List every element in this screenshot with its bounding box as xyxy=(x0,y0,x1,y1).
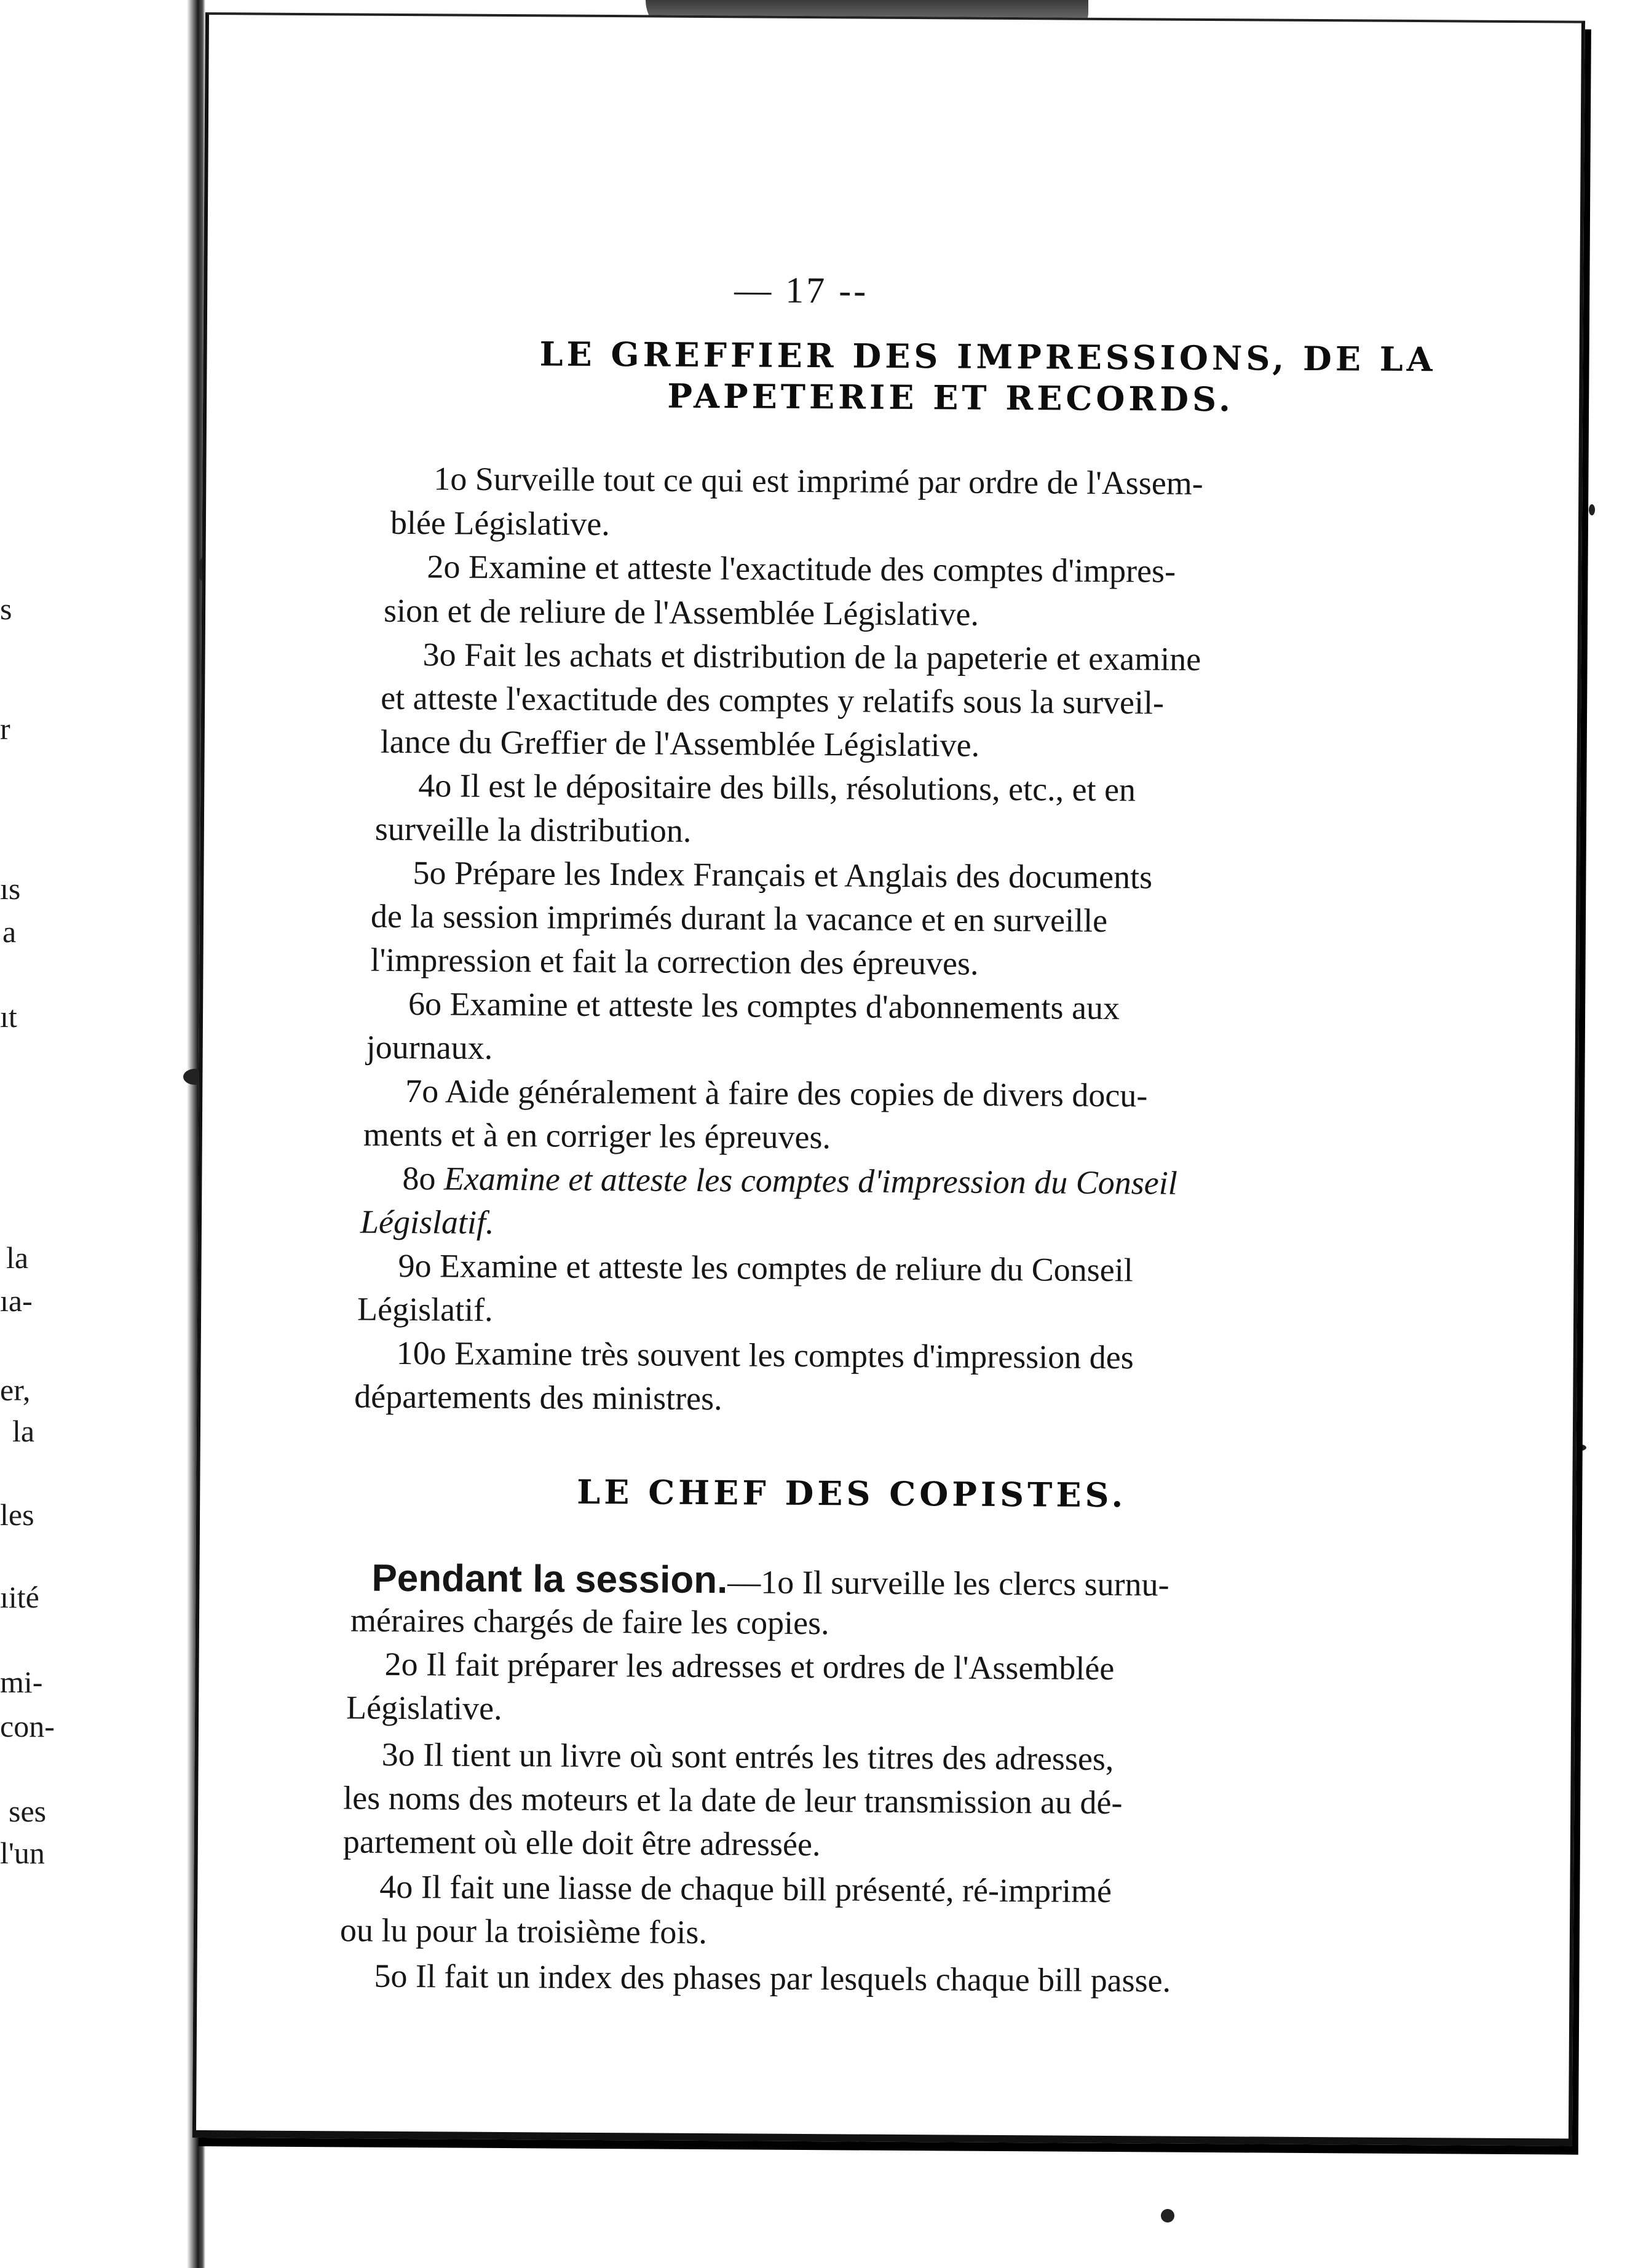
left-fragment: con- xyxy=(0,1709,55,1743)
text-line: 3o Fait les achats et distribution de la papeterie et examine xyxy=(422,636,1201,678)
left-fragment: ıa- xyxy=(0,1283,33,1318)
text-line: Législatif. xyxy=(360,1203,494,1241)
text-line: l'impression et fait la correction des épreuves. xyxy=(370,941,979,982)
left-fragment: er, xyxy=(0,1373,31,1407)
heading-line: PAPETERIE ET RECORDS. xyxy=(667,376,1235,419)
text-line: 7o Aide généralement à faire des copies de divers docu- xyxy=(405,1073,1148,1114)
text-line: 5o Il fait un index des phases par lesquels chaque bill passe. xyxy=(374,1957,1171,1999)
heading-line: LE GREFFIER DES IMPRESSIONS, DE LA xyxy=(539,334,1436,379)
section-heading-copistes: LE CHEF DES COPISTES. xyxy=(577,1472,1127,1515)
page-number: — 17 -- xyxy=(734,269,869,311)
text-line xyxy=(402,1159,1177,1202)
text-line: 2o Il fait préparer les adresses et ordres de l'Assemblée xyxy=(384,1645,1115,1687)
left-fragment: la xyxy=(6,1240,29,1275)
ink-speck xyxy=(1161,2209,1174,2222)
text-line: méraires chargés de faire les copies. xyxy=(350,1601,829,1642)
text-line: Législative. xyxy=(346,1689,502,1727)
text-line: 10o Examine très souvent les comptes d'impression des xyxy=(396,1334,1134,1376)
text-line: de la session imprimés durant la vacance et en surveille xyxy=(370,897,1108,939)
text-line: 3o Il tient un livre où sont entrés les titres des adresses, xyxy=(381,1735,1114,1778)
text-line: ou lu pour la troisième fois. xyxy=(339,1911,708,1951)
left-fragment: ıs xyxy=(0,871,21,906)
text-line: Législatif. xyxy=(357,1290,493,1328)
left-fragment: ıité xyxy=(0,1580,39,1614)
text-line: sion et de reliure de l'Assemblée Législative. xyxy=(383,592,979,633)
italic-text: Examine et atteste les comptes d'impression du Conseil xyxy=(443,1160,1177,1202)
text-line: 5o Prépare les Index Français et Anglais des documents xyxy=(413,854,1153,896)
left-page-edge xyxy=(0,0,196,2268)
text-line: blée Législative. xyxy=(390,504,610,543)
text-line: 6o Examine et atteste les comptes d'abonnements aux xyxy=(408,985,1120,1027)
text-line xyxy=(371,1556,1169,1603)
left-fragment: les xyxy=(0,1497,34,1532)
text-line: départements des ministres. xyxy=(354,1378,722,1418)
bold-lead: Pendant la session. xyxy=(371,1556,728,1602)
text-line: surveille la distribution. xyxy=(374,810,692,849)
left-fragment: l'un xyxy=(0,1836,45,1870)
text-line: 4o Il fait une liasse de chaque bill présenté, ré-imprimé xyxy=(379,1868,1112,1910)
document-page xyxy=(192,12,1585,2146)
text-line: 2o Examine et atteste l'exactitude des comptes d'impres- xyxy=(427,548,1176,590)
left-fragment: s xyxy=(0,592,12,626)
text-line: 9o Examine et atteste les comptes de reliure du Conseil xyxy=(398,1247,1133,1289)
lead-continuation: —1o Il surveille les clercs surnu- xyxy=(727,1563,1169,1603)
left-fragment: ıt xyxy=(0,999,17,1034)
text-line: partement où elle doit être adressée. xyxy=(342,1823,821,1863)
section-heading-greffier xyxy=(446,336,1529,418)
item-number: 8o xyxy=(402,1159,436,1197)
left-fragment: ses xyxy=(9,1794,47,1828)
text-line: et atteste l'exactitude des comptes y relatifs sous la surveil- xyxy=(381,679,1165,721)
left-fragment: mi- xyxy=(0,1665,43,1699)
text-line: 1o Surveille tout ce qui est imprimé par ordre de l'Assem- xyxy=(433,460,1203,502)
left-fragment: a xyxy=(2,914,17,949)
text-line: ments et à en corriger les épreuves. xyxy=(363,1116,831,1156)
text-line: les noms des moteurs et la date de leur transmission au dé- xyxy=(343,1779,1123,1822)
text-line: lance du Greffier de l'Assemblée Législative. xyxy=(380,723,980,764)
ink-speck xyxy=(1589,504,1595,515)
text-line: 4o Il est le dépositaire des bills, résolutions, etc., et en xyxy=(418,767,1136,809)
text-line: journaux. xyxy=(366,1028,493,1066)
left-fragment: r xyxy=(0,712,10,746)
left-fragment: la xyxy=(12,1414,35,1448)
